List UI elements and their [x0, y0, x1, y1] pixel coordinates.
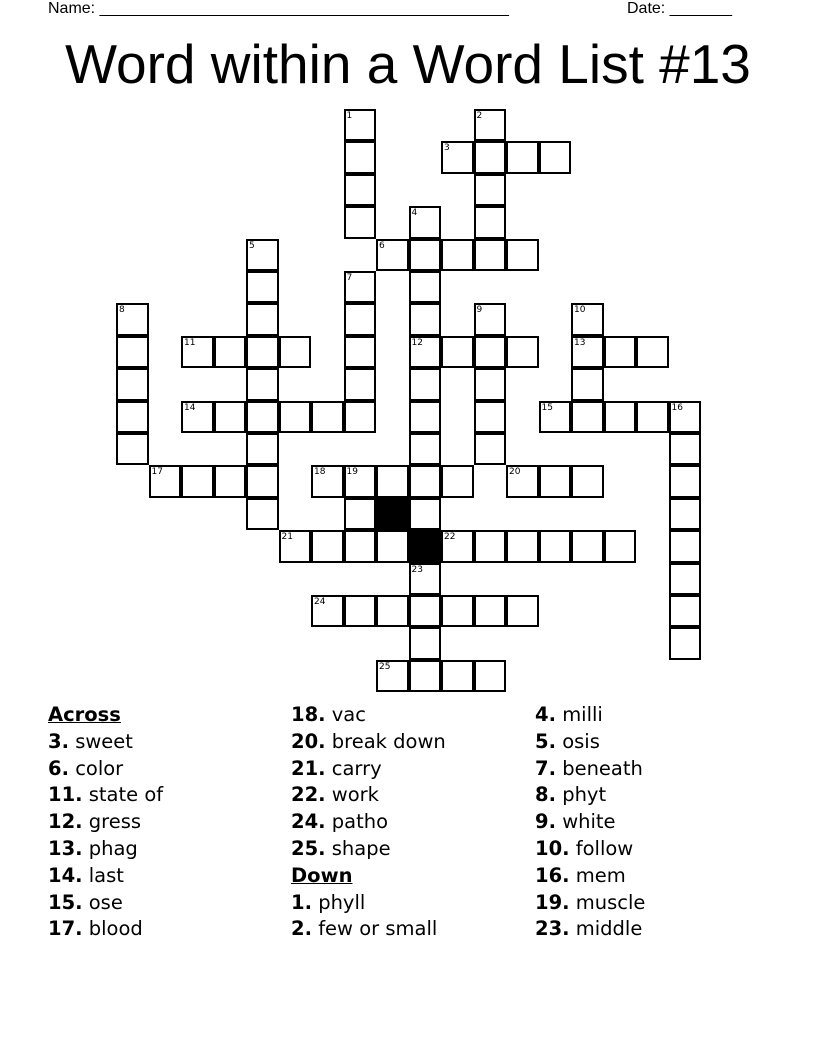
clue-number: 16 [671, 402, 683, 413]
clue-number: 2 [476, 111, 483, 121]
grid-cell[interactable] [376, 595, 409, 627]
grid-cell[interactable] [474, 174, 507, 206]
grid-cell[interactable] [571, 303, 604, 335]
grid-cell[interactable] [441, 239, 474, 271]
clue-number: 15 [541, 402, 553, 413]
clue-number: 20 [509, 467, 521, 478]
clue-item [535, 782, 645, 809]
clue-item-number: 11. [48, 783, 83, 807]
grid-cell[interactable] [344, 303, 377, 335]
grid-cell[interactable] [669, 498, 702, 530]
clue-item [48, 863, 163, 890]
grid-cell[interactable] [506, 530, 539, 562]
grid-cell[interactable] [344, 109, 377, 141]
grid-cell[interactable] [409, 627, 442, 659]
grid-cell[interactable] [571, 530, 604, 562]
grid-cell[interactable] [311, 401, 344, 433]
clue-item-number: 1. [291, 890, 312, 914]
clue-item-number: 16. [535, 863, 570, 887]
grid-cell[interactable] [441, 595, 474, 627]
clue-item-text: osis [562, 729, 600, 753]
clue-item-number: 10. [535, 836, 570, 860]
grid-cell[interactable] [409, 368, 442, 400]
grid-cell[interactable] [409, 206, 442, 238]
grid-cell[interactable] [279, 530, 312, 562]
grid-cell[interactable] [474, 206, 507, 238]
grid-cell[interactable] [246, 433, 279, 465]
grid-cell[interactable] [669, 627, 702, 659]
grid-cell[interactable] [604, 336, 637, 368]
grid-cell[interactable] [506, 336, 539, 368]
clue-item-number: 25. [291, 836, 326, 860]
clue-item-number: 24. [291, 810, 326, 834]
clue-number: 8 [119, 305, 125, 316]
clue-item-number: 13. [48, 836, 83, 860]
clue-number: 21 [281, 532, 293, 543]
clue-item [291, 809, 446, 836]
clue-item-number: 18. [291, 703, 326, 726]
grid-cell[interactable] [604, 530, 637, 562]
grid-cell[interactable] [506, 141, 539, 173]
grid-cell[interactable] [409, 595, 442, 627]
grid-cell[interactable] [571, 336, 604, 368]
clue-item [48, 836, 163, 863]
clue-item-number: 14. [48, 863, 83, 887]
grid-cell[interactable] [669, 465, 702, 497]
grid-cell[interactable] [311, 530, 344, 562]
grid-cell[interactable] [344, 465, 377, 497]
grid-cell[interactable] [246, 336, 279, 368]
grid-cell[interactable] [571, 401, 604, 433]
clue-item-number: 8. [535, 783, 556, 807]
clue-item [535, 890, 645, 917]
grid-cell[interactable] [474, 433, 507, 465]
clue-item-text: mem [575, 863, 626, 887]
grid-cell[interactable] [474, 595, 507, 627]
clue-item-text: shape [331, 836, 391, 860]
grid-cell[interactable] [246, 239, 279, 271]
grid-cell[interactable] [409, 433, 442, 465]
grid-cell[interactable] [506, 465, 539, 497]
clue-number: 19 [346, 467, 358, 478]
grid-cell[interactable] [441, 336, 474, 368]
grid-cell[interactable] [506, 239, 539, 271]
clue-item-number: 15. [48, 890, 83, 914]
clue-number: 13 [574, 337, 586, 348]
grid-cell[interactable] [246, 368, 279, 400]
clue-item-text: gress [88, 810, 142, 834]
clue-column-1 [48, 702, 163, 943]
grid-cell[interactable] [474, 336, 507, 368]
clue-heading: Down [291, 863, 353, 887]
grid-cell[interactable] [441, 530, 474, 562]
clue-item-text: beneath [562, 756, 643, 780]
clue-item [291, 916, 446, 943]
clue-item [48, 729, 163, 756]
grid-cell[interactable] [409, 465, 442, 497]
grid-cell[interactable] [636, 401, 669, 433]
clue-number: 24 [314, 597, 326, 607]
clue-item [535, 702, 645, 729]
grid-cell[interactable] [441, 660, 474, 692]
grid-cell[interactable] [116, 368, 149, 400]
clue-item [535, 729, 645, 756]
clue-item [291, 890, 446, 917]
clue-number: 9 [476, 305, 483, 316]
grid-cell[interactable] [181, 401, 214, 433]
grid-cell[interactable] [409, 239, 442, 271]
clue-item [535, 809, 645, 836]
clue-item [48, 890, 163, 917]
grid-cell[interactable] [571, 368, 604, 400]
clue-item-text: phyll [318, 890, 366, 914]
clue-item-text: work [331, 783, 379, 807]
grid-cell[interactable] [344, 174, 377, 206]
grid-cell[interactable] [409, 498, 442, 530]
clue-item-number: 12. [48, 810, 83, 834]
clue-item-text: few or small [318, 917, 438, 941]
grid-cell[interactable] [669, 401, 702, 433]
grid-cell[interactable] [539, 141, 572, 173]
grid-cell[interactable] [669, 595, 702, 627]
clue-number: 12 [411, 337, 423, 348]
clue-number: 1 [346, 111, 353, 121]
clue-item-number: 3. [48, 729, 69, 753]
clue-number: 23 [411, 564, 423, 575]
grid-cell[interactable] [344, 368, 377, 400]
grid-cell[interactable] [116, 433, 149, 465]
grid-cell[interactable] [474, 660, 507, 692]
grid-cell[interactable] [344, 530, 377, 562]
clue-item-number: 22. [291, 783, 326, 807]
clue-item-text: white [562, 810, 616, 834]
clue-item [535, 916, 645, 943]
clue-item-number: 7. [535, 756, 556, 780]
clue-item [291, 702, 446, 729]
clue-item [48, 756, 163, 783]
clue-item-text: sweet [75, 729, 133, 753]
clue-item [291, 782, 446, 809]
grid-cell[interactable] [246, 498, 279, 530]
clue-item-text: follow [575, 836, 634, 860]
black-cell [409, 530, 442, 562]
clue-item-text: phyt [562, 783, 607, 807]
grid-cell[interactable] [669, 433, 702, 465]
clue-item [535, 863, 645, 890]
clue-item [535, 836, 645, 863]
grid-cell[interactable] [604, 401, 637, 433]
grid-cell[interactable] [409, 336, 442, 368]
grid-cell[interactable] [669, 530, 702, 562]
grid-cell[interactable] [474, 401, 507, 433]
grid-cell[interactable] [279, 401, 312, 433]
clue-number: 10 [574, 305, 586, 316]
clue-item-text: carry [331, 756, 382, 780]
grid-cell[interactable] [344, 336, 377, 368]
clue-item-number: 5. [535, 729, 556, 753]
grid-cell[interactable] [376, 239, 409, 271]
grid-cell[interactable] [376, 465, 409, 497]
grid-cell[interactable] [181, 465, 214, 497]
grid-cell[interactable] [506, 595, 539, 627]
clue-item [291, 756, 446, 783]
grid-cell[interactable] [149, 465, 182, 497]
clue-item [48, 782, 163, 809]
grid-cell[interactable] [344, 141, 377, 173]
grid-cell[interactable] [246, 303, 279, 335]
clue-column-2 [291, 702, 446, 943]
clue-item-text: last [88, 863, 124, 887]
name-field[interactable]: Name: ______________________________________________ [48, 0, 509, 17]
clue-number: 14 [184, 402, 196, 413]
grid-cell[interactable] [116, 336, 149, 368]
grid-cell[interactable] [181, 336, 214, 368]
grid-cell[interactable] [246, 465, 279, 497]
grid-cell[interactable] [376, 660, 409, 692]
grid-cell[interactable] [344, 401, 377, 433]
grid-cell[interactable] [214, 401, 247, 433]
grid-cell[interactable] [344, 271, 377, 303]
grid-cell[interactable] [311, 595, 344, 627]
grid-cell[interactable] [474, 109, 507, 141]
clue-item-number: 17. [48, 917, 83, 941]
clue-heading: Across [48, 703, 121, 726]
grid-cell[interactable] [441, 141, 474, 173]
clue-item-text: phag [88, 836, 138, 860]
grid-cell[interactable] [376, 530, 409, 562]
clue-number: 3 [444, 143, 450, 154]
clue-number: 25 [379, 661, 391, 672]
grid-cell[interactable] [571, 465, 604, 497]
clue-item [48, 916, 163, 943]
grid-cell[interactable] [441, 465, 474, 497]
clue-item-number: 9. [535, 810, 556, 834]
grid-cell[interactable] [344, 498, 377, 530]
clue-item-text: patho [331, 810, 389, 834]
grid-cell[interactable] [539, 530, 572, 562]
clue-item-text: color [75, 756, 124, 780]
clue-item-number: 6. [48, 756, 69, 780]
black-cell [376, 498, 409, 530]
clue-number: 17 [151, 467, 163, 478]
grid-cell[interactable] [246, 401, 279, 433]
grid-cell[interactable] [409, 303, 442, 335]
date-field[interactable]: Date: _______ [627, 0, 732, 17]
clue-number: 22 [444, 532, 456, 543]
clue-item-text: state of [88, 783, 164, 807]
grid-cell[interactable] [474, 303, 507, 335]
grid-cell[interactable] [474, 141, 507, 173]
grid-cell[interactable] [474, 239, 507, 271]
grid-cell[interactable] [409, 401, 442, 433]
grid-cell[interactable] [311, 465, 344, 497]
clue-number: 4 [411, 208, 418, 219]
grid-cell[interactable] [116, 303, 149, 335]
page-title: Word within a Word List #13 [65, 33, 751, 95]
clue-item-text: milli [562, 703, 603, 726]
clue-number: 5 [249, 240, 255, 251]
clue-item-number: 2. [291, 917, 312, 941]
grid-cell[interactable] [409, 271, 442, 303]
grid-cell[interactable] [214, 336, 247, 368]
clue-item-text: blood [88, 917, 143, 941]
clue-item-number: 23. [535, 917, 570, 941]
grid-cell[interactable] [669, 563, 702, 595]
grid-cell[interactable] [539, 401, 572, 433]
clue-number: 11 [184, 337, 196, 348]
grid-cell[interactable] [344, 595, 377, 627]
grid-cell[interactable] [636, 336, 669, 368]
clue-number: 6 [379, 240, 385, 251]
clue-item-text: muscle [575, 890, 646, 914]
clue-item-number: 20. [291, 729, 326, 753]
grid-cell[interactable] [539, 465, 572, 497]
grid-cell[interactable] [344, 206, 377, 238]
grid-cell[interactable] [409, 563, 442, 595]
clue-number: 7 [346, 273, 353, 283]
clue-item-number: 19. [535, 890, 570, 914]
grid-cell[interactable] [214, 465, 247, 497]
grid-cell[interactable] [116, 401, 149, 433]
clue-item-text: break down [331, 729, 446, 753]
grid-cell[interactable] [474, 368, 507, 400]
clue-item [48, 809, 163, 836]
clue-item-number: 21. [291, 756, 326, 780]
grid-cell[interactable] [474, 530, 507, 562]
clue-number: 18 [314, 467, 326, 478]
clue-item-number: 4. [535, 703, 556, 726]
clue-column-3 [535, 702, 645, 943]
clue-item-text: middle [575, 917, 643, 941]
clue-item [291, 836, 446, 863]
clue-item [291, 729, 446, 756]
grid-cell[interactable] [409, 660, 442, 692]
clue-item [535, 756, 645, 783]
grid-cell[interactable] [279, 336, 312, 368]
grid-cell[interactable] [246, 271, 279, 303]
clue-item-text: ose [88, 890, 123, 914]
clue-item-text: vac [331, 703, 366, 726]
